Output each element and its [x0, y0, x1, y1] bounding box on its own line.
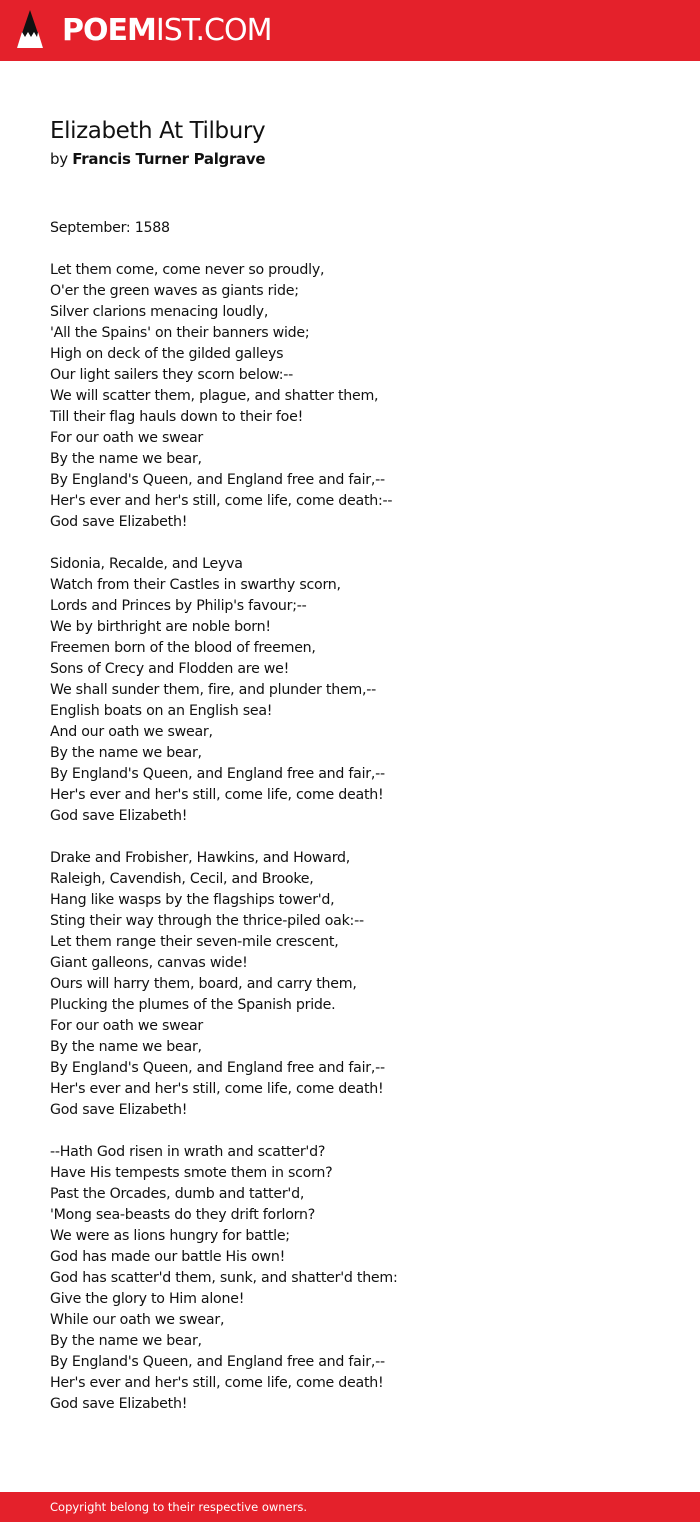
- poem-line: Sidonia, Recalde, and Leyva: [50, 556, 243, 572]
- site-header: [0, 0, 700, 61]
- poem-byline: [50, 148, 265, 170]
- poem-line: Freemen born of the blood of freemen,: [50, 640, 316, 656]
- poem-line: Have His tempests smote them in scorn?: [50, 1165, 333, 1181]
- poem-dateline: September: 1588: [50, 220, 170, 236]
- poem-line: By England's Queen, and England free and fair,--: [50, 1354, 385, 1370]
- poem-author: Francis Turner Palgrave: [72, 150, 266, 168]
- poem-line: Past the Orcades, dumb and tatter'd,: [50, 1186, 305, 1202]
- site-logo[interactable]: [62, 11, 271, 51]
- poem-line: God save Elizabeth!: [50, 808, 188, 824]
- poem-line: And our oath we swear,: [50, 724, 213, 740]
- poem-line: Sting their way through the thrice-piled oak:--: [50, 913, 364, 929]
- poem-line: For our oath we swear: [50, 430, 203, 446]
- poem-line: By the name we bear,: [50, 451, 202, 467]
- poem-line: Her's ever and her's still, come life, come death!: [50, 1375, 384, 1391]
- poem-line: By the name we bear,: [50, 1039, 202, 1055]
- poem-line: We were as lions hungry for battle;: [50, 1228, 290, 1244]
- poem-line: Let them range their seven-mile crescent,: [50, 934, 339, 950]
- poem-line: 'All the Spains' on their banners wide;: [50, 325, 310, 341]
- poem-line: --Hath God risen in wrath and scatter'd?: [50, 1144, 326, 1160]
- pencil-tip-icon[interactable]: [16, 10, 44, 50]
- site-footer: [0, 1492, 700, 1522]
- poem-body: [50, 218, 650, 1415]
- poem-line: By England's Queen, and England free and fair,--: [50, 1060, 385, 1076]
- poem-title: Elizabeth At Tilbury: [50, 118, 266, 144]
- poem-line: O'er the green waves as giants ride;: [50, 283, 299, 299]
- poem-line: Giant galleons, canvas wide!: [50, 955, 248, 971]
- poem-line: Hang like wasps by the flagships tower'd,: [50, 892, 335, 908]
- poem-line: Let them come, come never so proudly,: [50, 262, 325, 278]
- poem-line: 'Mong sea-beasts do they drift forlorn?: [50, 1207, 316, 1223]
- poem-line: God save Elizabeth!: [50, 514, 188, 530]
- poem-line: Sons of Crecy and Flodden are we!: [50, 661, 290, 677]
- poem-line: Till their flag hauls down to their foe!: [50, 409, 304, 425]
- logo-text-bold: POEM: [62, 13, 156, 48]
- poem-line: We by birthright are noble born!: [50, 619, 271, 635]
- by-label: by: [50, 150, 68, 168]
- poem-line: God has made our battle His own!: [50, 1249, 286, 1265]
- poem-line: By the name we bear,: [50, 1333, 202, 1349]
- poem-line: English boats on an English sea!: [50, 703, 273, 719]
- poem-line: Drake and Frobisher, Hawkins, and Howard,: [50, 850, 351, 866]
- poem-line: Plucking the plumes of the Spanish pride.: [50, 997, 336, 1013]
- poem-line: We will scatter them, plague, and shatter them,: [50, 388, 379, 404]
- logo-text-light: IST.COM: [155, 13, 272, 48]
- poem-line: God has scatter'd them, sunk, and shatter'd them:: [50, 1270, 398, 1286]
- poem-line: For our oath we swear: [50, 1018, 203, 1034]
- poem-line: We shall sunder them, fire, and plunder them,--: [50, 682, 376, 698]
- poem-line: Her's ever and her's still, come life, come death!: [50, 1081, 384, 1097]
- poem-line: While our oath we swear,: [50, 1312, 225, 1328]
- poem-line: Lords and Princes by Philip's favour;--: [50, 598, 307, 614]
- poem-line: Silver clarions menacing loudly,: [50, 304, 269, 320]
- poem-line: Raleigh, Cavendish, Cecil, and Brooke,: [50, 871, 314, 887]
- copyright-text: Copyright belong to their respective owners.: [50, 1500, 308, 1514]
- poem-line: By the name we bear,: [50, 745, 202, 761]
- poem-line: Give the glory to Him alone!: [50, 1291, 245, 1307]
- poem-line: Her's ever and her's still, come life, come death:--: [50, 493, 393, 509]
- stanza-gap: [50, 239, 650, 260]
- stanza-gap: [50, 1121, 650, 1142]
- poem-line: High on deck of the gilded galleys: [50, 346, 284, 362]
- poem-line: By England's Queen, and England free and fair,--: [50, 472, 385, 488]
- poem-line: God save Elizabeth!: [50, 1396, 188, 1412]
- poem-line: Her's ever and her's still, come life, come death!: [50, 787, 384, 803]
- stanza-gap: [50, 827, 650, 848]
- stanza-gap: [50, 533, 650, 554]
- poem-line: Watch from their Castles in swarthy scorn,: [50, 577, 341, 593]
- poem-line: God save Elizabeth!: [50, 1102, 188, 1118]
- poem-line: By England's Queen, and England free and fair,--: [50, 766, 385, 782]
- poem-line: Our light sailers they scorn below:--: [50, 367, 293, 383]
- poem-line: Ours will harry them, board, and carry them,: [50, 976, 357, 992]
